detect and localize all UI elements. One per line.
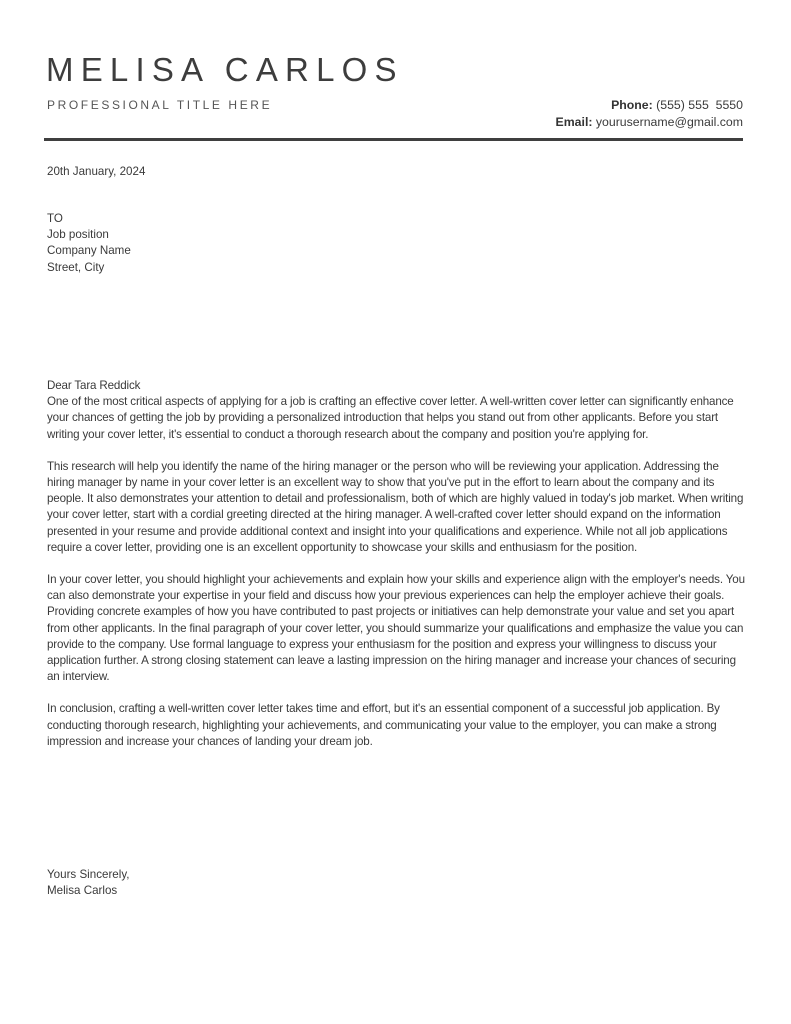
recipient-address: Street, City bbox=[47, 260, 105, 274]
recipient-company: Company Name bbox=[47, 244, 131, 258]
email-line bbox=[556, 114, 743, 131]
applicant-name: MELISA CARLOS bbox=[46, 51, 404, 88]
body-paragraph: This research will help you identify the name of the hiring manager or the person who will be reviewing your application. Addressing the hiring manager by name in your cover letter is an excellent way to show that you've put in the effort to learn about the company and its people. It also demonstrates your attention to detail and professionalism, both of which are highly valued in today's job market. When writing your cover letter, start with a cordial greeting directed at the hiring manager. A well-crafted cover letter should expand on the information presented in your resume and provide additional context and insight into your qualifications and experience. While not all job applications require a cover letter, providing one is an excellent opportunity to showcase your skills and enthusiasm for the position. bbox=[47, 459, 744, 554]
body-paragraph: In your cover letter, you should highlight your achievements and explain how your skills and experience align with the employer's needs. You can also demonstrate your expertise in your field and discuss how your previous experiences can help the employer achieve their goals. Providing concrete examples of how you have contributed to past projects or initiatives can help demonstrate your value and set you apart from other applicants. In the final paragraph of your cover letter, you should summarize your qualifications and emphasize the value you can provide to the company. Use formal language to express your enthusiasm for the position and express your willingness to discuss your application further. A strong closing statement can leave a lasting impression on the hiring manager and increase your chances of securing an interview. bbox=[47, 573, 745, 684]
valediction: Yours Sincerely, bbox=[47, 868, 130, 881]
professional-title: PROFESSIONAL TITLE HERE bbox=[47, 98, 273, 112]
recipient-to: TO bbox=[47, 212, 63, 225]
contact-info bbox=[556, 97, 743, 131]
phone-label: Phone: bbox=[611, 98, 653, 112]
body-paragraph: In conclusion, crafting a well-written cover letter takes time and effort, but it's an essential component of a successful job application. By conducting thorough research, highlighting your achievements, and communicating your value to the employer, you can make a strong impression and increase your chances of landing your dream job. bbox=[47, 702, 720, 748]
signature: Melisa Carlos bbox=[47, 884, 118, 898]
email-label: Email: bbox=[555, 115, 593, 129]
header-divider bbox=[44, 138, 743, 141]
email-value: yourusername@gmail.com bbox=[595, 115, 743, 129]
body-paragraph: One of the most critical aspects of applying for a job is crafting an effective cover letter. A well-written cover letter can significantly enhance your chances of getting the job by providing a personalized introduction that helps you stand out from other applicants. Before you start writing your cover letter, it's essential to conduct a thorough research about the company and position you're applying for. bbox=[47, 395, 734, 441]
phone-line bbox=[556, 97, 743, 114]
letter-body bbox=[47, 378, 747, 766]
phone-value: (555) 555 5550 bbox=[656, 98, 743, 112]
recipient-position: Job position bbox=[47, 228, 109, 242]
closing-block bbox=[47, 867, 130, 899]
recipient-block bbox=[47, 211, 131, 276]
salutation: Dear Tara Reddick bbox=[47, 379, 141, 392]
letter-date: 20th January, 2024 bbox=[47, 165, 146, 178]
